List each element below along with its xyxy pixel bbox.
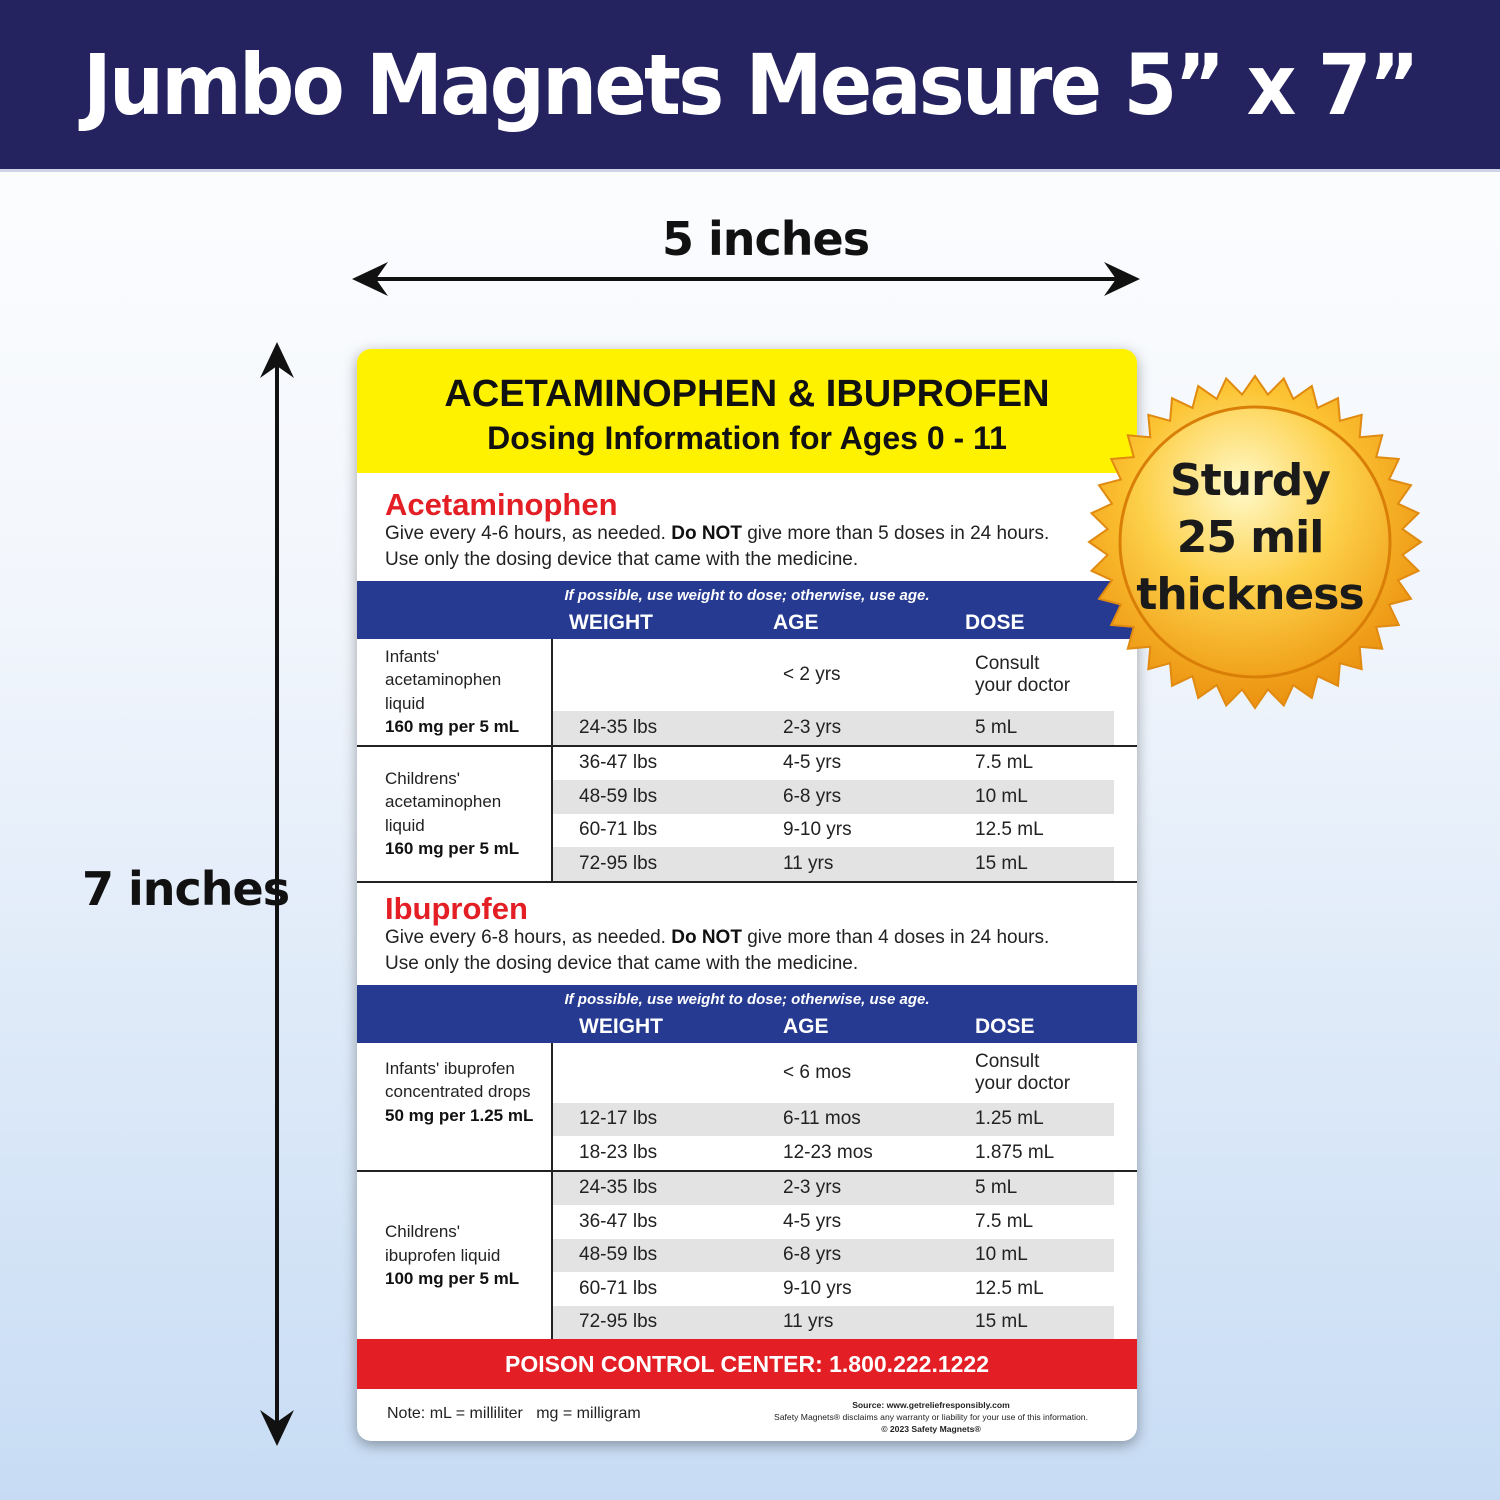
column-weight: WEIGHT (579, 1014, 663, 1038)
column-age: AGE (773, 611, 819, 634)
dose-group (357, 1172, 1137, 1340)
dosing-magnet (357, 349, 1137, 1441)
disclaimer-text: Safety Magnets® disclaims any warranty or liability for your use of this information. (774, 1412, 1088, 1422)
table-row: 24-35 lbs 2-3 yrs 5 mL (553, 1172, 1114, 1206)
dosing-frequency: Give every 6-8 hours, as needed. Do NOT give more than 4 doses in 24 hours. (385, 926, 1050, 948)
top-banner (0, 0, 1500, 172)
dosing-device-note: Use only the dosing device that came with the medicine. (385, 952, 859, 974)
dose-group (357, 1043, 1137, 1172)
copyright-text: © 2023 Safety Magnets® (881, 1424, 981, 1434)
seal-text (1085, 452, 1415, 623)
product-label: Infants' acetaminophen liquid 160 mg per 5 mL (357, 639, 553, 745)
ibuprofen-intro (357, 883, 1137, 977)
table-row: 24-35 lbs 2-3 yrs 5 mL (553, 711, 1114, 745)
source-text: Source: www.getreliefresponsibly.com (852, 1400, 1010, 1410)
column-dose: DOSE (975, 1014, 1035, 1038)
table-row: 48-59 lbs 6-8 yrs 10 mL (553, 1239, 1114, 1273)
seal-line: Sturdy (1170, 455, 1330, 506)
column-dose: DOSE (965, 611, 1025, 634)
magnet-header (357, 349, 1137, 473)
table-row: 18-23 lbs 12-23 mos 1.875 mL (579, 1141, 1055, 1163)
table-row: 48-59 lbs 6-8 yrs 10 mL (553, 780, 1114, 814)
table-row: 72-95 lbs 11 yrs 15 mL (553, 1306, 1114, 1340)
fine-print (751, 1399, 1111, 1435)
height-label: 7 inches (82, 862, 290, 916)
table-row: 60-71 lbs 9-10 yrs 12.5 mL (579, 819, 1044, 841)
magnet-footer (357, 1389, 1137, 1441)
table-note: If possible, use weight to dose; otherwise, use age. (564, 990, 930, 1008)
table-note: If possible, use weight to dose; otherwise, use age. (564, 587, 930, 604)
banner-title: Jumbo Magnets Measure 5” x 7” (83, 35, 1417, 134)
width-label: 5 inches (662, 212, 870, 266)
table-row: 12-17 lbs 6-11 mos 1.25 mL (553, 1103, 1114, 1137)
dosing-device-note: Use only the dosing device that came with the medicine. (385, 549, 859, 570)
product-label: Childrens' acetaminophen liquid 160 mg per 5 mL (357, 747, 553, 881)
units-note: Note: mL = milliliter mg = milligram (387, 1405, 641, 1422)
dose-group (357, 639, 1137, 747)
drug-name: Ibuprofen (385, 890, 528, 926)
seal-line: thickness (1136, 569, 1364, 620)
table-row: 72-95 lbs 11 yrs 15 mL (553, 847, 1114, 881)
height-arrow-icon (256, 338, 298, 1450)
table-row: 36-47 lbs 4-5 yrs 7.5 mL (579, 1210, 1034, 1232)
product-label: Childrens' ibuprofen liquid 100 mg per 5 mL (357, 1172, 553, 1340)
seal-line: 25 mil (1176, 512, 1324, 563)
drug-name: Acetaminophen (385, 487, 618, 522)
dosing-frequency: Give every 4-6 hours, as needed. Do NOT give more than 5 doses in 24 hours. (385, 523, 1050, 544)
table-row: 36-47 lbs 4-5 yrs 7.5 mL (579, 752, 1034, 774)
poison-control-banner: POISON CONTROL CENTER: 1.800.222.1222 (357, 1339, 1137, 1389)
table-header (357, 985, 1137, 1043)
table-row: < 6 mos Consult your doctor (783, 1050, 1071, 1094)
table-row: < 2 yrs Consult your doctor (783, 653, 1071, 696)
magnet-title: ACETAMINOPHEN & IBUPROFEN (444, 373, 1050, 415)
dose-group (357, 747, 1137, 883)
table-header (357, 581, 1137, 639)
magnet-subtitle: Dosing Information for Ages 0 - 11 (487, 420, 1007, 456)
product-label: Infants' ibuprofen concentrated drops 50 mg per 1.25 mL (357, 1043, 553, 1170)
acetaminophen-intro (357, 473, 1137, 573)
column-weight: WEIGHT (569, 611, 653, 634)
width-arrow-icon (348, 258, 1144, 300)
table-row: 60-71 lbs 9-10 yrs 12.5 mL (579, 1277, 1044, 1299)
column-age: AGE (783, 1014, 829, 1038)
